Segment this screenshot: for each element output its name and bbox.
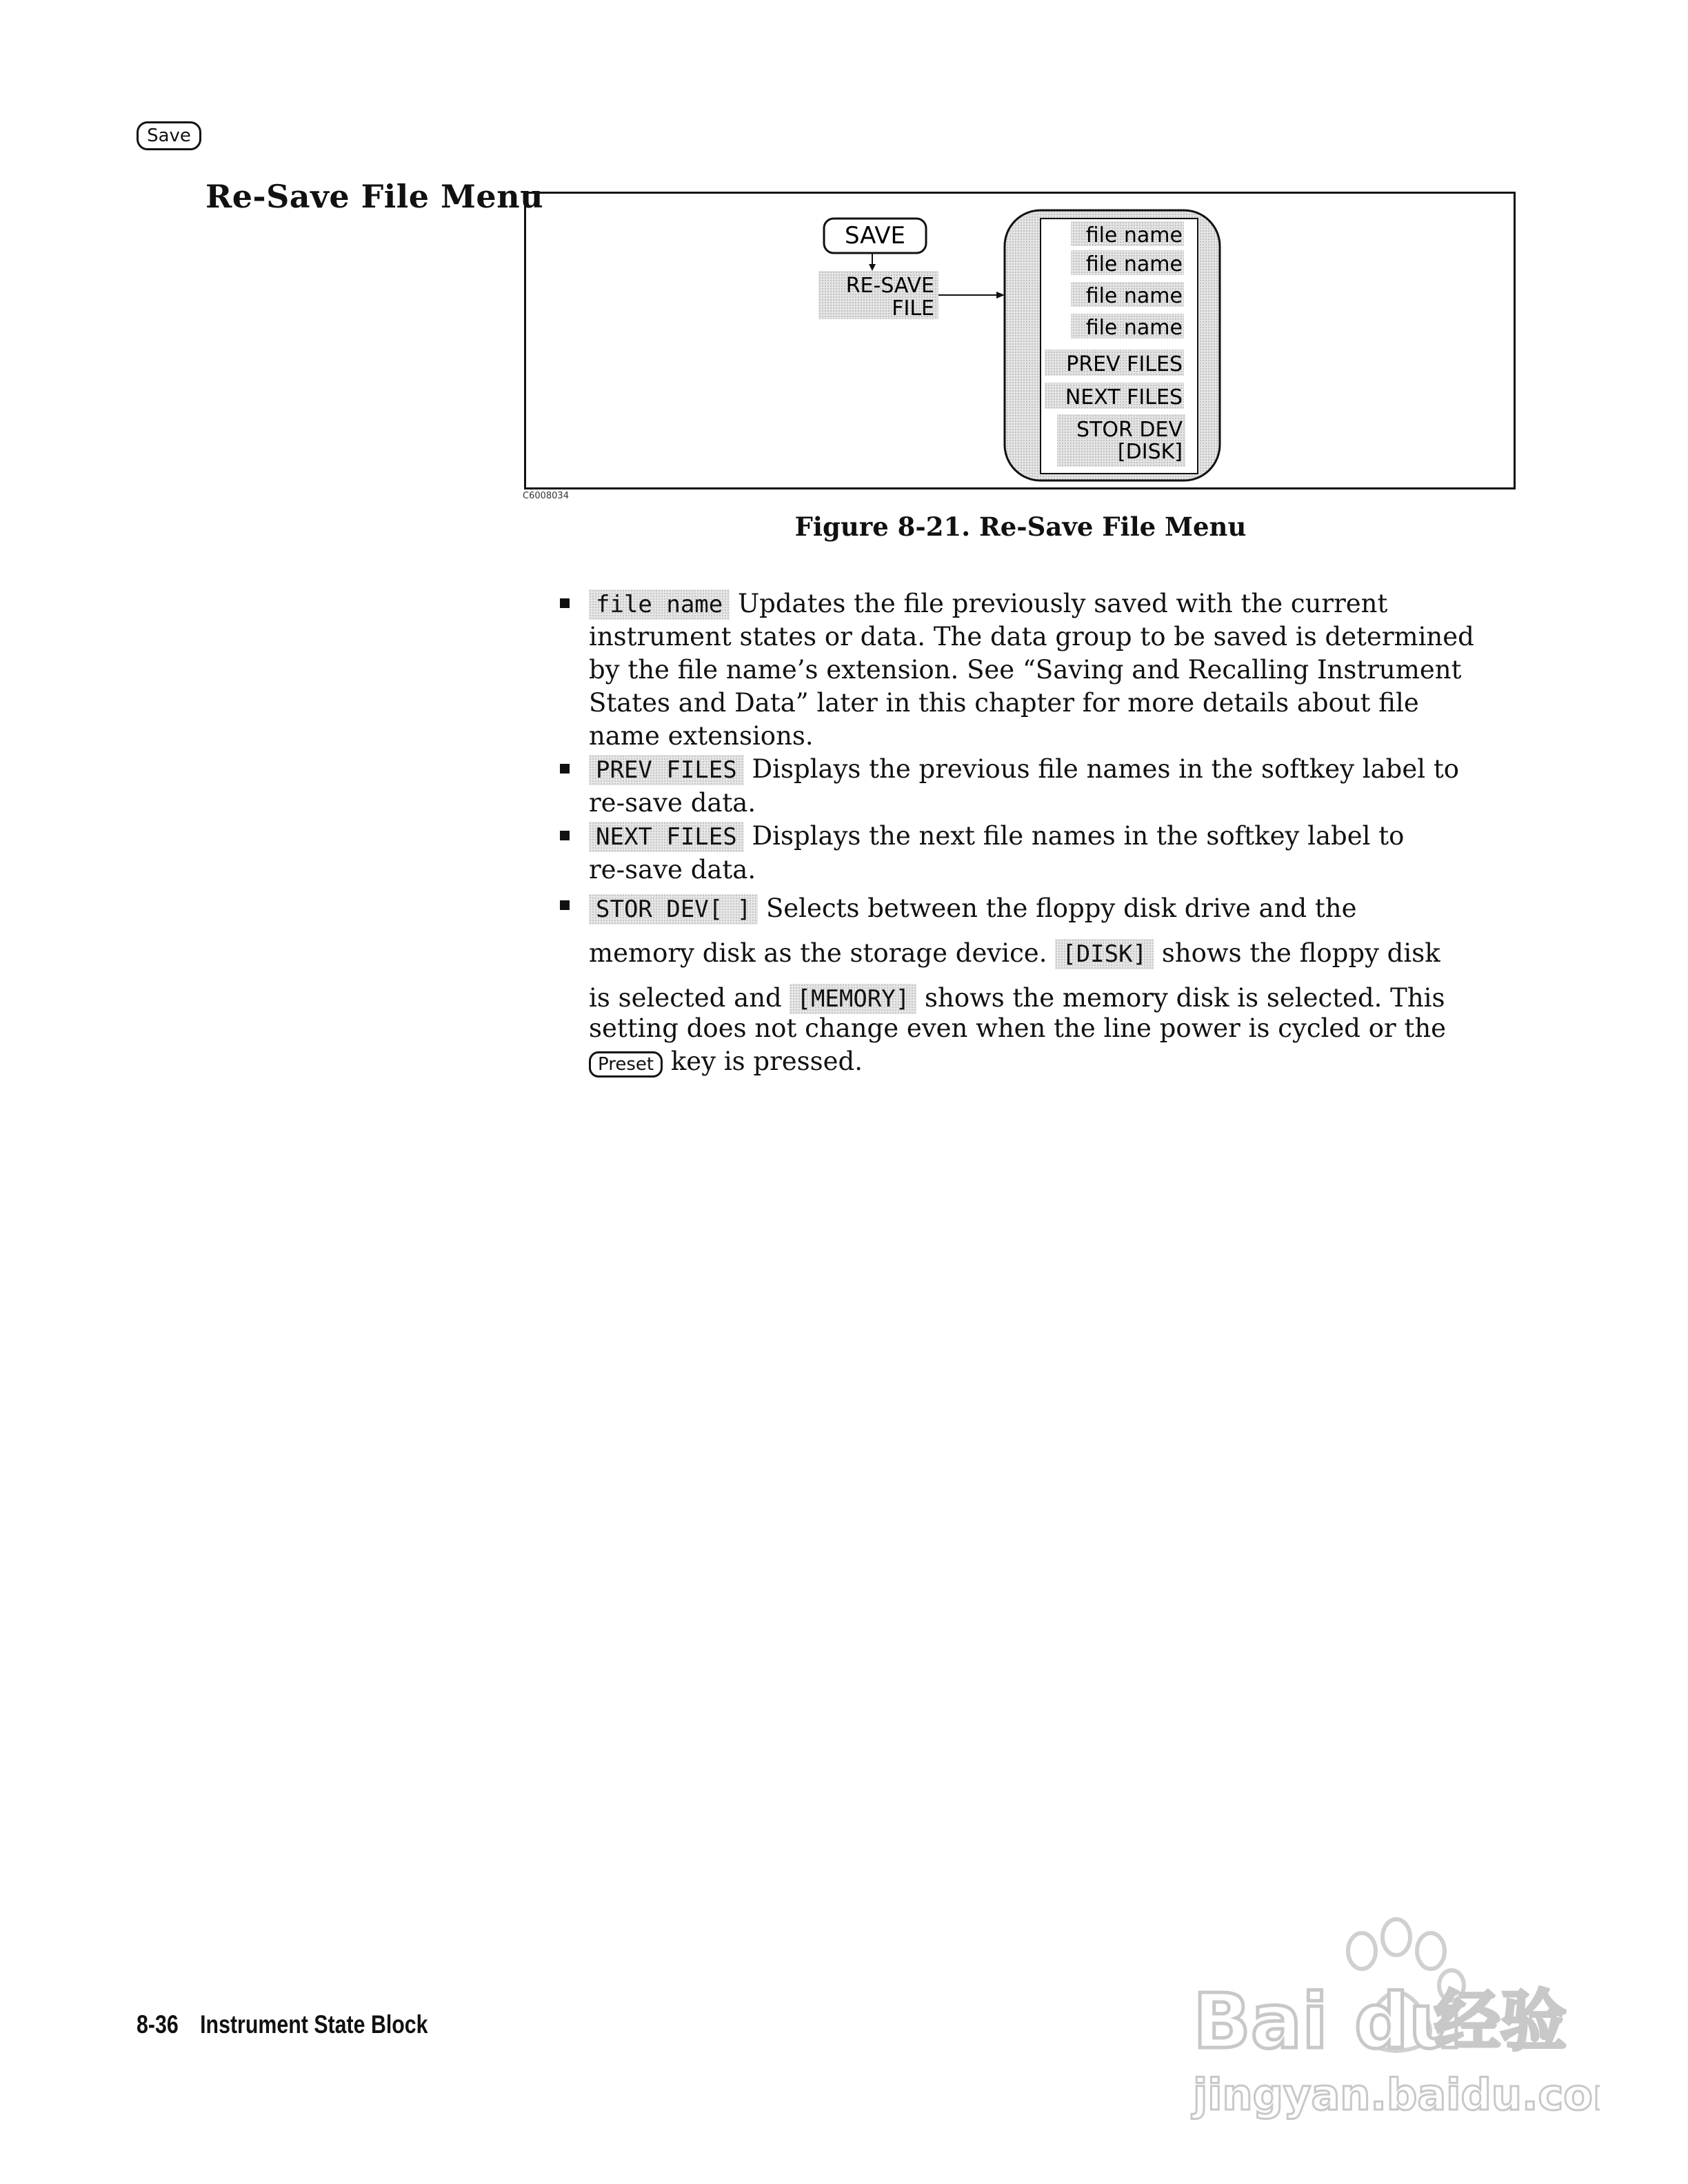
watermark-tagline: 经验	[1434, 1983, 1567, 2060]
bullet-1-rest: instrument states or data. The data group to be saved is determined by the file name’s extension. See “Saving and Recalling Instrument States and Data” later in this chapter for more details about file name extensions.	[589, 622, 1474, 751]
bullet-4-text3: shows the floppy disk	[1161, 938, 1440, 968]
baidu-watermark	[1186, 1910, 1600, 2133]
menu-item-file-name-1: file name	[1085, 223, 1183, 247]
bullet-square-icon	[560, 831, 570, 840]
arrow-head-icon	[869, 264, 876, 271]
bullet-2-text: Displays the previous file names in the softkey label to re-save data.	[589, 754, 1459, 818]
bullet-square-icon	[560, 764, 570, 774]
softkey-prev-files: PREV FILES	[589, 755, 744, 785]
preset-key-label: Preset	[598, 1054, 654, 1075]
menu-item-next-files: NEXT FILES	[1065, 385, 1183, 410]
page-number: 8-36	[137, 2010, 179, 2039]
menu-diagram-figure	[524, 192, 1516, 489]
bullet-square-icon	[560, 598, 570, 608]
chapter-title: Instrument State Block	[200, 2010, 428, 2039]
resave-label-line1: RE-SAVE	[845, 274, 934, 298]
bullet-square-icon	[560, 900, 570, 910]
bullet-4-text2: memory disk as the storage device.	[589, 938, 1047, 968]
menu-item-prev-files: PREV FILES	[1066, 352, 1183, 376]
preset-key-icon	[589, 1051, 663, 1078]
menu-item-stor-dev-line2: [DISK]	[1117, 440, 1183, 464]
save-key-label: Save	[147, 125, 191, 146]
arrow-right-icon	[996, 292, 1005, 299]
section-title: Re-Save File Menu	[205, 178, 544, 215]
menu-item-file-name-3: file name	[1085, 284, 1183, 308]
softkey-memory: [MEMORY]	[790, 984, 916, 1014]
bullet-1-line1: Updates the file previously saved with the current	[738, 589, 1388, 618]
softkey-stor-dev: STOR DEV[ ]	[589, 894, 758, 924]
bullet-3-text: Displays the next file names in the softkey label to re-save data.	[589, 821, 1405, 884]
figure-id: C6008034	[523, 491, 569, 501]
watermark-brand: Bai du	[1193, 1977, 1463, 2065]
menu-item-file-name-2: file name	[1085, 252, 1183, 276]
page-footer	[137, 2010, 428, 2039]
softkey-disk: [DISK]	[1055, 939, 1154, 969]
bullet-4-text1: Selects between the floppy disk drive and the	[765, 893, 1357, 923]
figure-caption: Figure 8-21. Re-Save File Menu	[794, 512, 1247, 542]
bullet-4-text4: is selected and	[589, 983, 782, 1013]
watermark-url: jingyan.baidu.com	[1193, 2070, 1600, 2120]
menu-diagram	[526, 194, 1514, 487]
softkey-file-name: file name	[589, 589, 730, 620]
bullet-4-text5: shows the memory disk is selected. This	[925, 983, 1445, 1013]
softkey-next-files: NEXT FILES	[589, 822, 744, 852]
menu-item-file-name-4: file name	[1085, 316, 1183, 340]
resave-label-line2: FILE	[892, 296, 934, 321]
baidu-paw-logo-icon	[1186, 1910, 1600, 2130]
save-key-icon	[137, 121, 201, 150]
bullet-4-text6: setting does not change even when the line power is cycled or the	[589, 1013, 1447, 1043]
save-softkey-label: SAVE	[844, 222, 906, 250]
bullet-4-text7: key is pressed.	[670, 1046, 863, 1076]
menu-item-stor-dev-line1: STOR DEV	[1076, 418, 1183, 442]
